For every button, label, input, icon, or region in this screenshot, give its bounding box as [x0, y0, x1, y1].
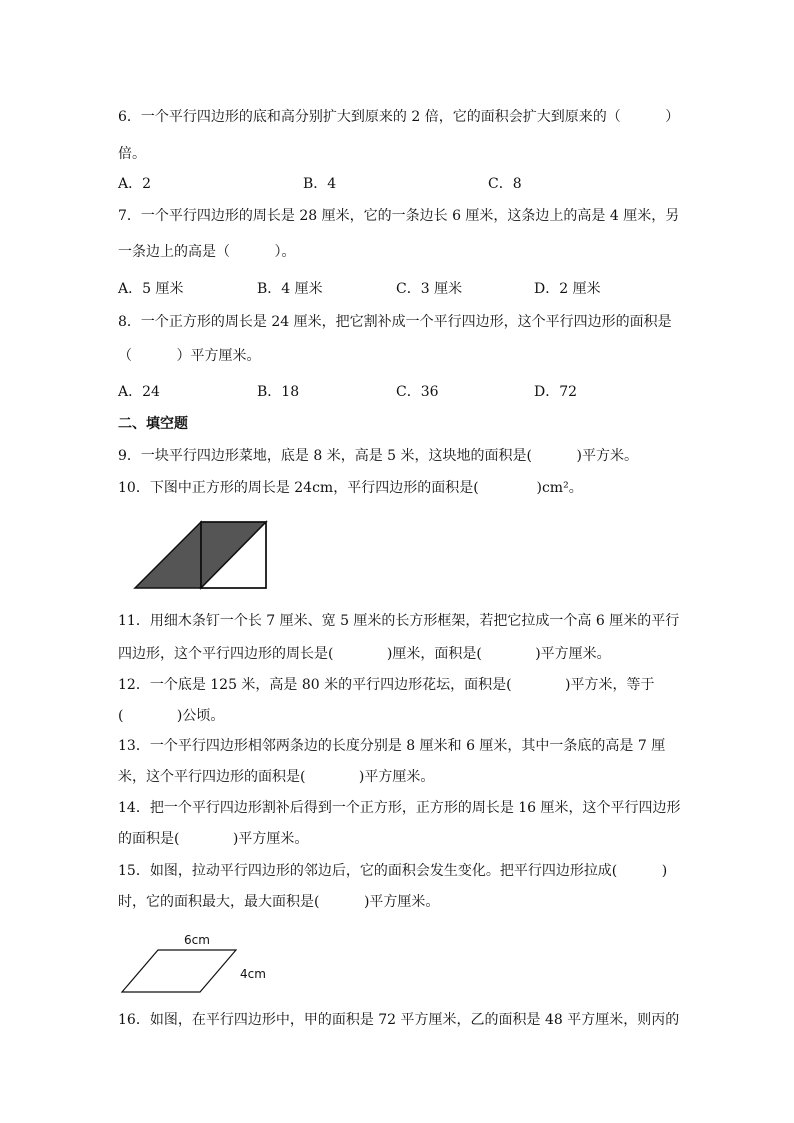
q8-option-d[interactable]: D．72 — [534, 384, 578, 400]
q16-line1: 16．如图，在平行四边形中，甲的面积是 72 平方厘米，乙的面积是 48 平方厘米，则丙的 — [118, 1012, 680, 1028]
q8-option-c[interactable]: C．36 — [396, 384, 439, 400]
q6-options — [118, 175, 718, 193]
q7-option-b[interactable]: B．4 厘米 — [257, 281, 323, 297]
q7-option-a[interactable]: A．5 厘米 — [118, 281, 184, 297]
q10-figure — [133, 518, 273, 592]
q15-line1: 15．如图，拉动平行四边形的邻边后，它的面积会发生变化。把平行四边形拉成( ) — [118, 863, 668, 879]
q15-line2: 时，它的面积最大，最大面积是( )平方厘米。 — [118, 894, 440, 910]
q13-line1: 13．一个平行四边形相邻两条边的长度分别是 8 厘米和 6 厘米，其中一条底的高是 7 厘 — [118, 738, 666, 754]
q7-line1: 7．一个平行四边形的周长是 28 厘米，它的一条边长 6 厘米，这条边上的高是 4 厘米，另 — [118, 208, 680, 224]
q12-line1: 12．一个底是 125 米，高是 80 米的平行四边形花坛，面积是( )平方米，等于 — [118, 677, 655, 693]
q7-options — [118, 280, 718, 298]
q8-option-b[interactable]: B．18 — [257, 384, 300, 400]
q8-line2: （ ）平方厘米。 — [118, 348, 261, 364]
q8-option-a[interactable]: A．24 — [118, 384, 160, 400]
q15-top-label: 6cm — [184, 933, 210, 947]
q14-line1: 14．把一个平行四边形割补后得到一个正方形，正方形的周长是 16 厘米，这个平行四边形 — [118, 800, 681, 816]
q6-line1: 6．一个平行四边形的底和高分别扩大到原来的 2 倍，它的面积会扩大到原来的（ ） — [118, 109, 680, 125]
q9-line: 9．一块平行四边形菜地，底是 8 米，高是 5 米，这块地的面积是( )平方米。 — [118, 448, 638, 464]
q12-line2: ( )公顷。 — [118, 708, 225, 724]
q13-line2: 米，这个平行四边形的面积是( )平方厘米。 — [118, 769, 435, 785]
q14-line2: 的面积是( )平方厘米。 — [118, 831, 309, 847]
q6-option-a[interactable]: A．2 — [118, 176, 152, 192]
q6-option-c[interactable]: C．8 — [488, 176, 522, 192]
q11-line1: 11．用细木条钉一个长 7 厘米、宽 5 厘米的长方形框架，若把它拉成一个高 6 厘米的平行 — [118, 613, 680, 629]
q15-figure — [118, 930, 278, 1000]
q10-line: 10．下图中正方形的周长是 24cm，平行四边形的面积是( )cm²。 — [118, 480, 583, 496]
section2-title: 二、填空题 — [118, 416, 188, 432]
q15-side-label: 4cm — [240, 967, 266, 981]
q11-line2: 四边形，这个平行四边形的周长是( )厘米，面积是( )平方厘米。 — [118, 646, 611, 662]
q7-option-c[interactable]: C．3 厘米 — [396, 281, 463, 297]
q6-option-b[interactable]: B．4 — [303, 176, 337, 192]
q7-line2: 一条边上的高是（ ）。 — [118, 244, 296, 260]
q8-line1: 8．一个正方形的周长是 24 厘米，把它割补成一个平行四边形，这个平行四边形的面积是 — [118, 314, 672, 330]
q8-options — [118, 383, 718, 401]
q7-option-d[interactable]: D．2 厘米 — [534, 281, 601, 297]
q15-parallelogram — [122, 950, 236, 992]
q10-left-triangle — [135, 522, 201, 588]
q6-line2: 倍。 — [118, 146, 146, 162]
